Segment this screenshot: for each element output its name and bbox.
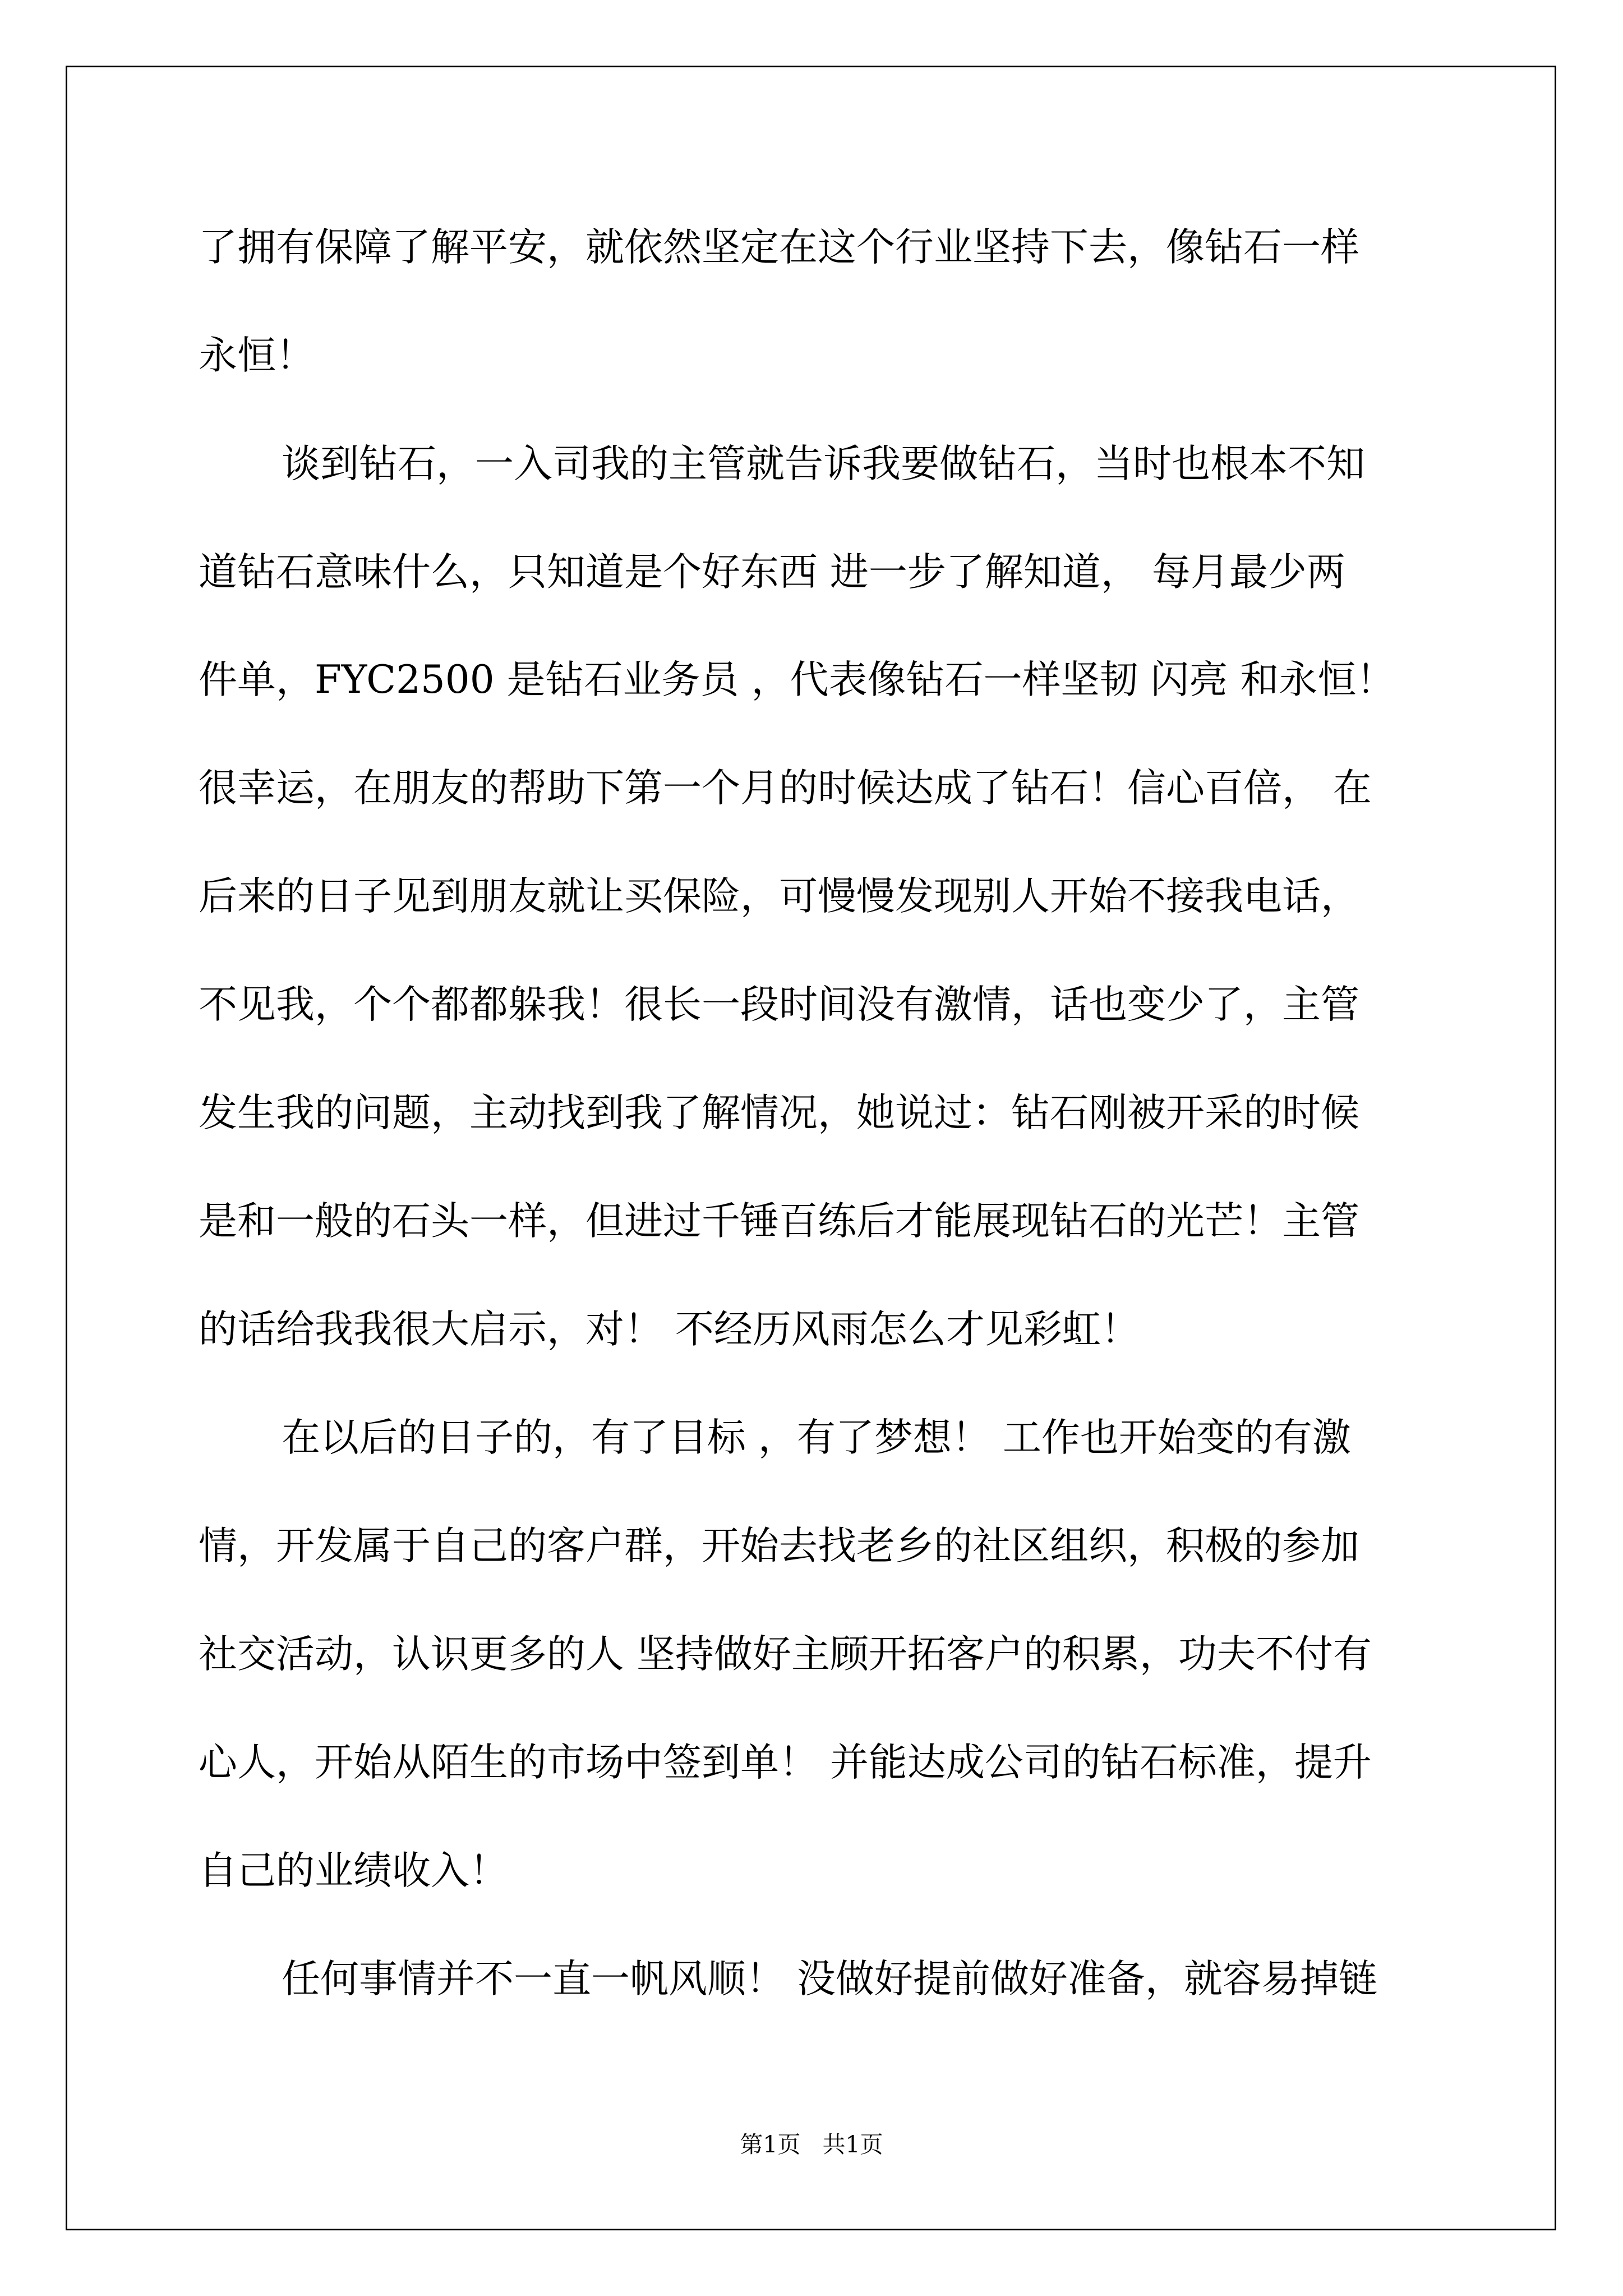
text-line-3: 谈到钻石，一入司我的主管就告诉我要做钻石，当时也根本不知 [282,441,1365,486]
text-line-17: 任何事情并不一直一帆风顺！ 没做好提前做好准备，就容易掉链 [282,1957,1377,2001]
text-line-12: 在以后的日子的，有了目标 ，有了梦想！ 工作也开始变的有激 [282,1415,1351,1460]
text-line-9: 发生我的问题，主动找到我了解情况，她说过：钻石刚被开采的时候 [199,1091,1359,1135]
text-line-1: 了拥有保障了解平安，就依然坚定在这个行业坚持下去，像钻石一样 [199,225,1359,270]
text-line-13: 情，开发属于自己的客户群，开始去找老乡的社区组织，积极的参加 [199,1524,1359,1568]
text-line-8: 不见我，个个都都躲我！很长一段时间没有激情，话也变少了，主管 [199,982,1359,1027]
text-line-6: 很幸运，在朋友的帮助下第一个月的时候达成了钻石！信心百倍， 在 [199,766,1372,811]
text-line-4: 道钻石意味什么，只知道是个好东西 进一步了解知道， 每月最少两 [199,550,1345,595]
text-line-15: 心人，开始从陌生的市场中签到单！ 并能达成公司的钻石标准，提升 [199,1740,1372,1785]
text-line-11: 的话给我我很大启示，对！ 不经历风雨怎么才见彩虹！ [199,1307,1140,1352]
text-line-2: 永恒！ [199,333,315,378]
text-line-14: 社交活动，认识更多的人 坚持做好主顾开拓客户的积累，功夫不付有 [199,1632,1372,1677]
text-line-16: 自己的业绩收入！ [199,1848,508,1893]
text-line-5: 件单，FYC2500 是钻石业务员 ，代表像钻石一样坚韧 闪亮 和永恒！ [199,657,1395,702]
text-line-10: 是和一般的石头一样，但进过千锤百练后才能展现钻石的光芒！主管 [199,1199,1359,1244]
text-line-7: 后来的日子见到朋友就让买保险，可慢慢发现别人开始不接我电话， [199,874,1359,919]
page-border [66,66,1556,2230]
page-number-footer: 第1页 共1页 [740,2131,883,2158]
